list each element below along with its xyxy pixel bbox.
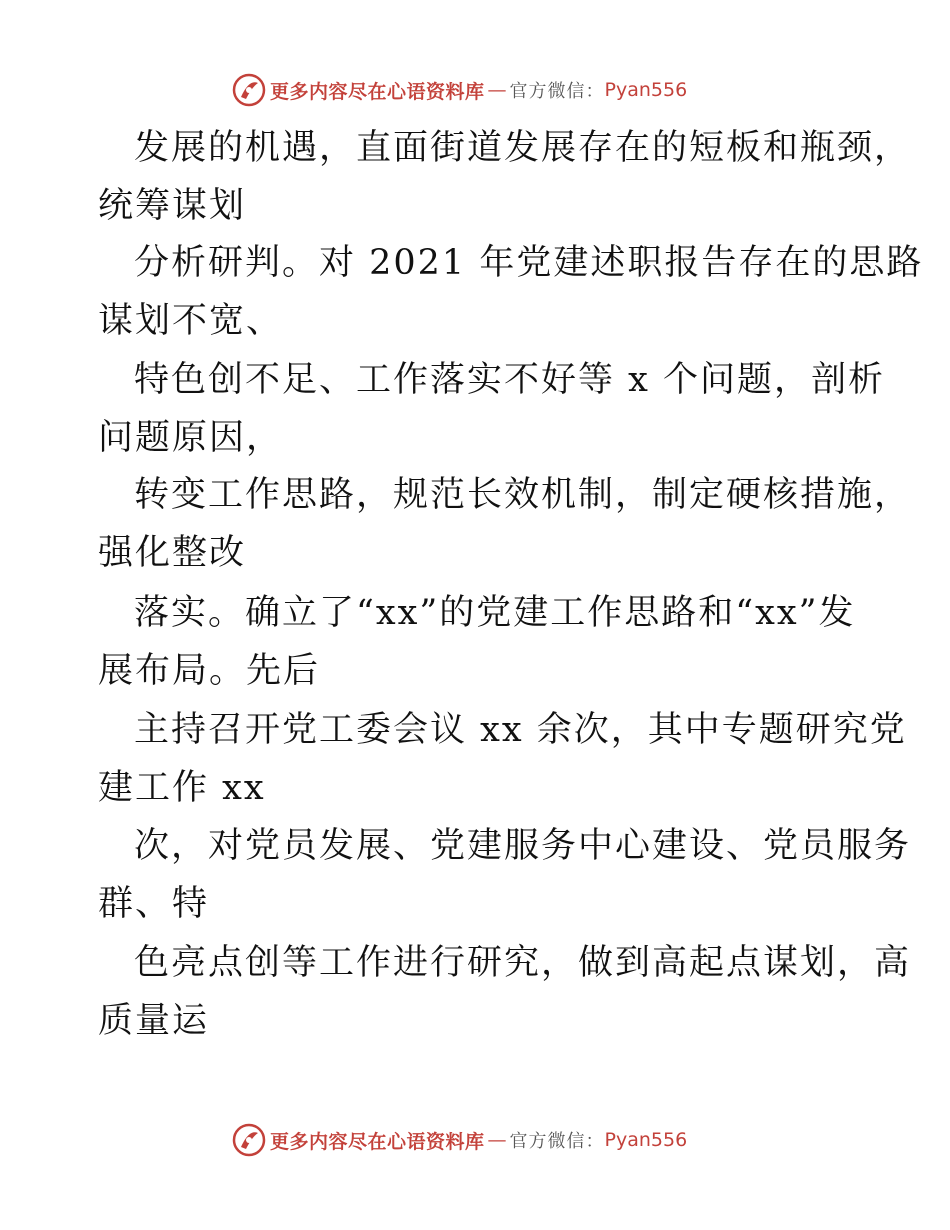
paragraph-line: 统筹谋划 (98, 186, 247, 226)
paragraph-line: 落实。确立了“xx”的党建工作思路和“xx”发 (134, 593, 856, 633)
banner-title: 更多内容尽在心语资料库 (270, 1130, 485, 1153)
banner-handle: Pyan556 (604, 1129, 688, 1151)
paragraph-line: 色亮点创等工作进行研究，做到高起点谋划，高 (134, 943, 912, 983)
banner-title: 更多内容尽在心语资料库 (270, 80, 485, 103)
logo-icon (232, 73, 266, 107)
paragraph-line: 问题原因， (98, 418, 284, 458)
paragraph-line: 分析研判。对 2021 年党建述职报告存在的思路 (134, 243, 924, 283)
header-banner (232, 72, 687, 108)
paragraph-line: 发展的机遇，直面街道发展存在的短板和瓶颈， (134, 128, 912, 168)
banner-label: 官方微信： (509, 81, 605, 102)
paragraph-line: 次，对党员发展、党建服务中心建设、党员服务 (134, 826, 912, 866)
paragraph-line: 质量运 (98, 1001, 210, 1041)
footer-banner (232, 1122, 687, 1158)
banner-dash: — (487, 1129, 507, 1151)
banner-dash: — (487, 79, 507, 101)
logo-icon (232, 1123, 266, 1157)
paragraph-line: 建工作 xx (98, 768, 266, 808)
paragraph-line: 转变工作思路，规范长效机制，制定硬核措施， (134, 475, 912, 515)
paragraph-line: 群、特 (98, 884, 210, 924)
paragraph-line: 特色创不足、工作落实不好等 x 个问题，剖析 (134, 360, 885, 400)
paragraph-line: 展布局。先后 (98, 651, 321, 691)
paragraph-line: 谋划不宽、 (98, 301, 284, 341)
paragraph-line: 主持召开党工委会议 xx 余次，其中专题研究党 (134, 710, 907, 750)
banner-handle: Pyan556 (604, 79, 688, 101)
paragraph-line: 强化整改 (98, 533, 247, 573)
banner-label: 官方微信： (509, 1131, 605, 1152)
